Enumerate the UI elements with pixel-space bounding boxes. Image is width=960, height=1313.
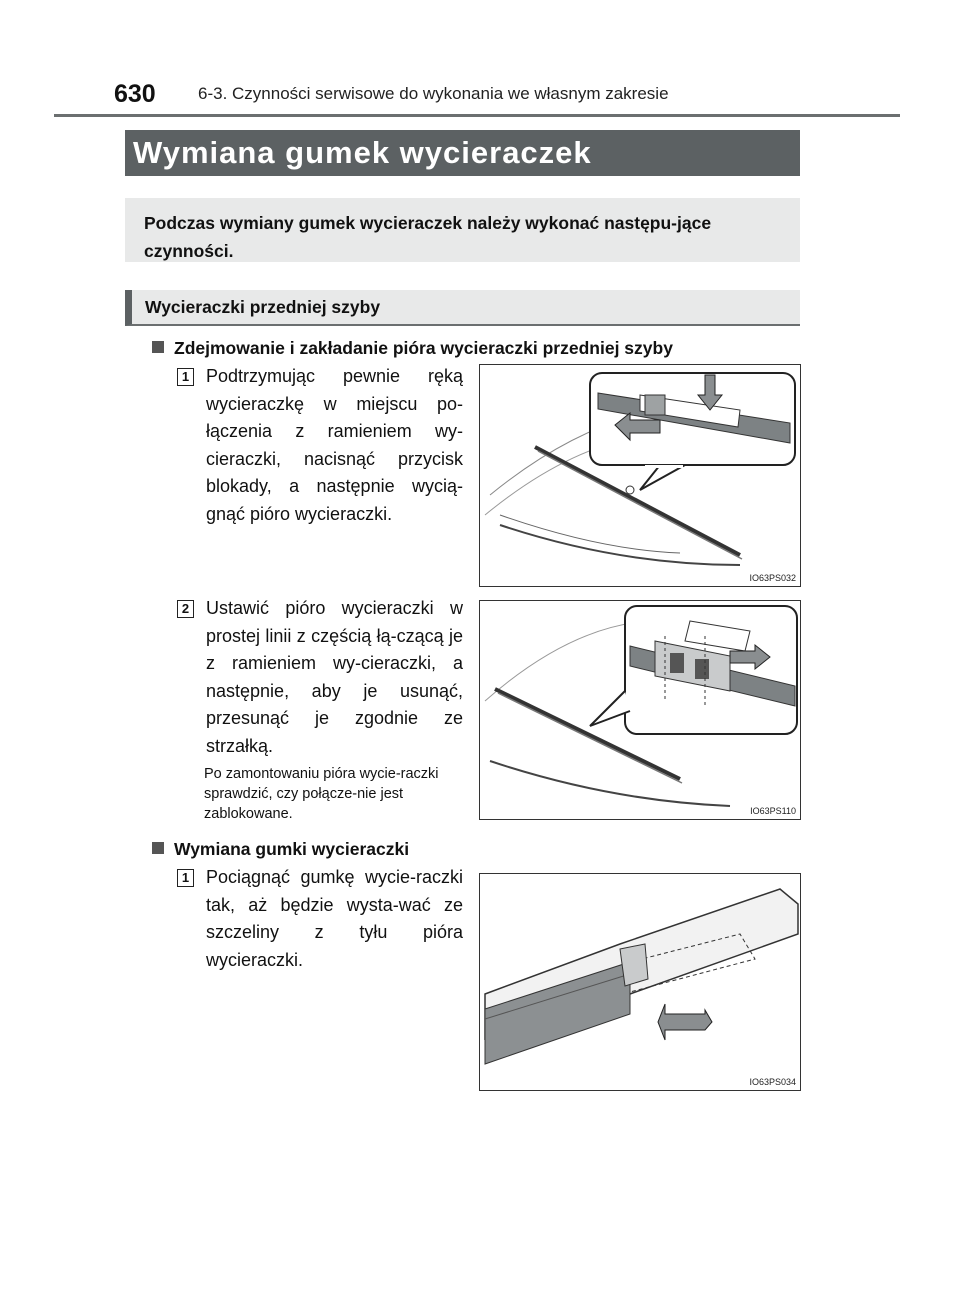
figure-code-3: IO63PS034 (749, 1077, 796, 1087)
wiper-slide-illustration (480, 601, 799, 818)
bullet-square-icon (152, 842, 164, 854)
blade-procedure-heading-text: Zdejmowanie i zakładanie pióra wycieraczki przedniej szyby (174, 338, 673, 358)
header-divider (54, 114, 900, 117)
figure-blade-removal (479, 364, 801, 587)
wiper-release-illustration (480, 365, 799, 585)
section-title: Wymiana gumek wycieraczek (125, 130, 800, 176)
rubber-procedure-heading (152, 839, 409, 860)
step-number-2: 2 (177, 600, 194, 618)
step-2-note: Po zamontowaniu pióra wycie-raczki sprawdzić, czy połącze-nie jest zablokowane. (204, 766, 439, 822)
section-intro (125, 198, 800, 262)
section-intro-text: Podczas wymiany gumek wycieraczek należy wykonać następu-jące czynności. (144, 213, 712, 261)
step-1-text: Podtrzymując pewnie ręką wycieraczkę w miejscu po-łączenia z ramieniem wy-cieraczki, nacisnąć przycisk blokady, a następnie wycią-gnąć pióro wycieraczki. (206, 366, 463, 524)
rubber-step-1-text: Pociągnąć gumkę wycie-raczki tak, aż będzie wysta-wać ze szczeliny z tyłu pióra wycieraczki. (206, 867, 463, 970)
bullet-square-icon (152, 341, 164, 353)
figure-code-2: IO63PS110 (750, 806, 796, 816)
step-2-text: Ustawić pióro wycieraczki w prostej linii z częścią łą-czącą je z ramieniem wy-cieraczki, a następnie, aby je usunąć, przesunąć je zgodnie ze strzałką. (206, 598, 463, 756)
figure-code-1: IO63PS032 (749, 573, 796, 583)
chapter-title: 6-3. Czynności serwisowe do wykonania we własnym zakresie (198, 84, 669, 103)
subsection-title: Wycieraczki przedniej szyby (125, 290, 800, 326)
step-number-rubber-1: 1 (177, 869, 194, 887)
blade-procedure-heading (152, 338, 673, 359)
figure-rubber-removal (479, 873, 801, 1091)
step-number-1: 1 (177, 368, 194, 386)
rubber-procedure-heading-text: Wymiana gumki wycieraczki (174, 839, 410, 859)
figure-blade-alignment (479, 600, 801, 820)
page-number: 630 (114, 80, 156, 108)
wiper-rubber-illustration (480, 874, 799, 1089)
